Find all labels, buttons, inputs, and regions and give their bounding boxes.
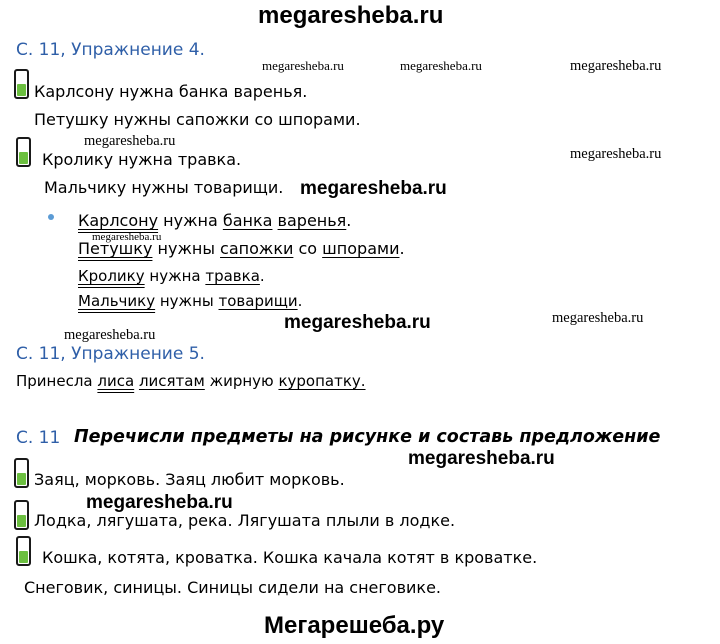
watermark: megaresheba.ru <box>400 58 482 73</box>
subject-word: Мальчику <box>78 292 156 310</box>
subject-word: Петушку <box>78 239 153 258</box>
word: Принесла <box>16 372 98 390</box>
watermark: megaresheba.ru <box>570 58 662 74</box>
watermark: megaresheba.ru <box>570 146 662 162</box>
watermark: megaresheba.ru <box>408 448 555 469</box>
parsed-line-1 <box>78 211 351 230</box>
site-title: megaresheba.ru <box>258 2 444 29</box>
exercise-5-heading: С. 11, Упражнение 5. <box>16 344 205 364</box>
object-word: лисятам <box>138 372 205 390</box>
watermark: megaresheba.ru <box>552 310 644 326</box>
predicate-word: нужна <box>144 267 206 285</box>
subject-word: Кролику <box>78 267 145 285</box>
exercise-4-heading: С. 11, Упражнение 4. <box>16 40 205 60</box>
task-line-1: Заяц, морковь. Заяц любит морковь. <box>34 470 345 489</box>
battery-icon <box>16 536 31 566</box>
punct: . <box>259 267 265 285</box>
watermark: megaresheba.ru <box>84 133 176 149</box>
task-line-4: Снеговик, синицы. Синицы сидели на снеговике. <box>24 578 442 597</box>
object-word: куропатку. <box>278 372 366 390</box>
ex4-line-2: Петушку нужны сапожки со шпорами. <box>34 110 361 129</box>
predicate-word: нужна <box>158 211 223 230</box>
list-bullet <box>48 214 54 220</box>
punct: . <box>346 211 352 230</box>
object-word: травка <box>205 267 260 285</box>
object-word: шпорами <box>322 239 400 258</box>
parsed-line-2 <box>78 239 405 258</box>
subject-word: лиса <box>97 372 135 390</box>
task-line-3: Кошка, котята, кроватка. Кошка качала котят в кроватке. <box>42 548 538 567</box>
battery-icon <box>14 500 29 530</box>
battery-icon <box>16 137 31 167</box>
battery-icon <box>14 458 29 488</box>
subject-word: Карлсону <box>78 211 159 230</box>
object-word: сапожки <box>220 239 294 258</box>
ex4-line-4: Мальчику нужны товарищи. <box>44 178 284 197</box>
predicate-word: нужны <box>155 292 219 310</box>
ex4-line-1: Карлсону нужна банка варенья. <box>34 82 308 101</box>
watermark: megaresheba.ru <box>64 327 156 343</box>
task-instruction: Перечисли предметы на рисунке и составь предложение <box>74 427 661 447</box>
word: жирную <box>204 372 279 390</box>
footer-site-title: Мегарешеба.ру <box>264 612 445 639</box>
watermark: megaresheba.ru <box>86 492 233 513</box>
task-page-ref: С. 11 <box>16 428 61 448</box>
punct: . <box>399 239 405 258</box>
parsed-line-4 <box>78 292 302 310</box>
ex4-line-3: Кролику нужна травка. <box>42 150 242 169</box>
battery-icon <box>14 69 29 99</box>
watermark: megaresheba.ru <box>262 58 344 73</box>
object-word: товарищи <box>218 292 298 310</box>
task-line-2: Лодка, лягушата, река. Лягушата плыли в лодке. <box>34 511 456 530</box>
preposition: со <box>293 239 323 258</box>
predicate-word: нужны <box>152 239 221 258</box>
object-word: банка <box>222 211 273 230</box>
watermark: megaresheba.ru <box>300 178 447 199</box>
punct: . <box>297 292 303 310</box>
watermark: megaresheba.ru <box>92 231 162 243</box>
watermark: megaresheba.ru <box>284 312 431 333</box>
parsed-line-3 <box>78 267 265 285</box>
exercise-5-sentence <box>16 372 366 390</box>
object-word: варенья <box>277 211 347 230</box>
